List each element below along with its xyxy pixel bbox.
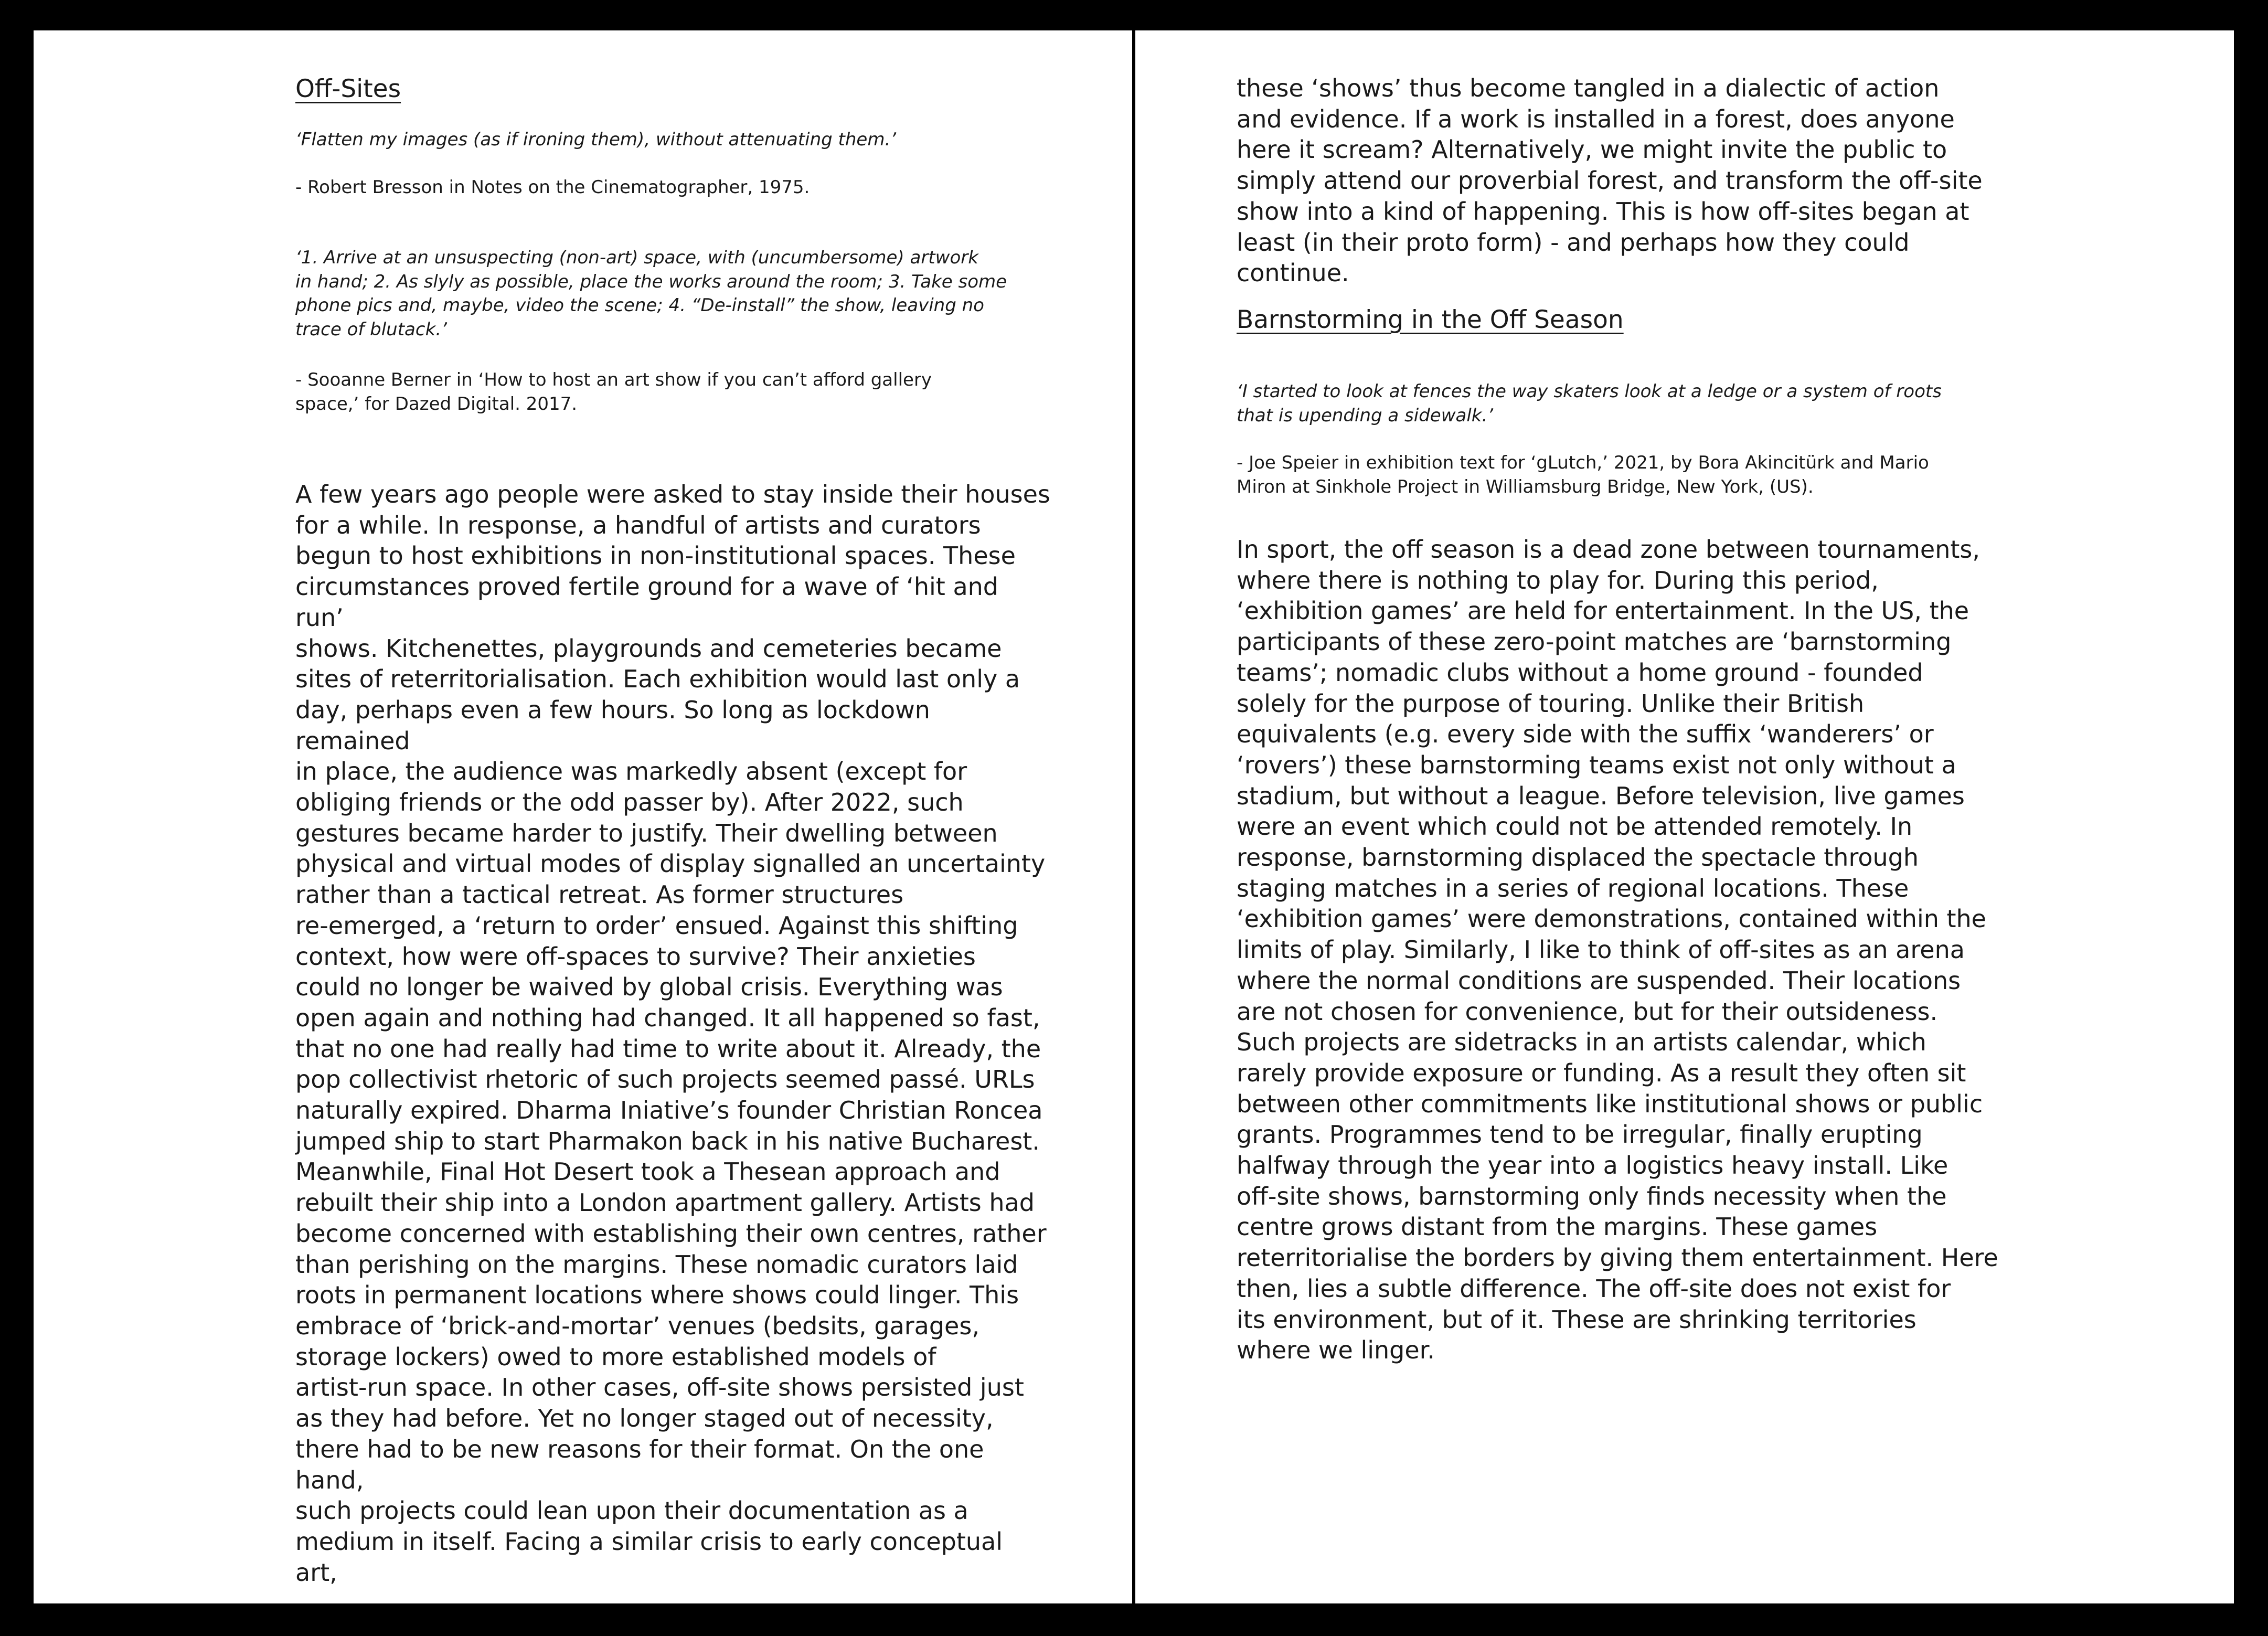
body-text-off-sites: A few years ago people were asked to stay inside their houses for a while. In response, a handful of artists and curators begun to host exhibitions in non-institutional spaces. These circumstances proved fertile ground for a wave of ‘hit and run’ shows. Kitchenettes, playgrounds and cemeteries became sites of reterritorialisation. Each exhibition would last only a day, perhaps even a few hours. So long as lockdown remained in place, the audience was markedly absent (except for obliging friends or the odd passer by). After 2022, such gestures became harder to justify. Their dwelling between physical and virtual modes of display signalled an uncertainty rather than a tactical retreat. As former structures re-emerged, a ‘return to order’ ensued. Against this shifting context, how were off-spaces to survive? Their anxieties could no longer be waived by global crisis. Everything was open again and nothing had changed. It all happened so fast, that no one had really had time to write about it. Already, the pop collectivist rhetoric of such projects seemed passé. URLs naturally expired. Dharma Iniative’s founder Christian Roncea jumped ship to start Pharmakon back in his native Bucharest. Meanwhile, Final Hot Desert took a Thesean approach and rebuilt their ship into a London apartment gallery. Artists had become concerned with establishing their own centres, rather than perishing on the margins. These nomadic curators laid roots in permanent locations where shows could linger. This embrace of ‘brick-and-mortar’ venues (bedsits, garages, storage lockers) owed to more established models of artist-run space. In other cases, off-site shows persisted just as they had before. Yet no longer staged out of necessity, there had to be new reasons for their format. On the one hand, such projects could lean upon their documentation as a medium in itself. Facing a similar crisis to early conceptual art, bbox=[295, 480, 1050, 1587]
right-page bbox=[1135, 30, 2234, 1603]
epigraph-attribution-berner: - Sooanne Berner in ‘How to host an art show if you can’t afford gallery space,’ for Dazed Digital. 2017. bbox=[295, 369, 932, 415]
epigraph-quote-berner: ‘1. Arrive at an unsuspecting (non-art) space, with (uncumbersome) artwork in hand; 2. As slyly as possible, place the works around the room; 3. Take some phone pics and, maybe, video the scene; 4. “De-install” the show, leaving no trace of blutack.’ bbox=[295, 247, 1007, 340]
epigraph-quote-speier: ‘I started to look at fences the way skaters look at a ledge or a system of roots that is upending a sidewalk.’ bbox=[1237, 381, 1942, 426]
epigraph-attribution-speier: - Joe Speier in exhibition text for ‘gLutch,’ 2021, by Bora Akincitürk and Mario Miron at Sinkhole Project in Williamsburg Bridge, New York, (US). bbox=[1237, 452, 1929, 497]
section-title-off-sites: Off-Sites bbox=[295, 75, 401, 103]
epigraph-quote-bresson: ‘Flatten my images (as if ironing them), without attenuating them.’ bbox=[295, 129, 897, 150]
body-text-continued: these ‘shows’ thus become tangled in a dialectic of action and evidence. If a work is installed in a forest, does anyone here it scream? Alternatively, we might invite the public to simply attend our proverbial forest, and transform the off-site show into a kind of happening. This is how off-sites began at least (in their proto form) - and perhaps how they could continue. bbox=[1237, 74, 1983, 288]
epigraph-attribution-bresson: - Robert Bresson in Notes on the Cinematographer, 1975. bbox=[295, 177, 810, 198]
body-text-barnstorming: In sport, the off season is a dead zone between tournaments, where there is nothing to play for. During this period, ‘exhibition games’ are held for entertainment. In the US, the participants of these zero-point matches are ‘barnstorming teams’; nomadic clubs without a home ground - founded solely for the purpose of touring. Unlike their British equivalents (e.g. every side with the suffix ‘wanderers’ or ‘rovers’) these barnstorming teams exist not only without a stadium, but without a league. Before television, live games were an event which could not be attended remotely. In response, barnstorming displaced the spectacle through staging matches in a series of regional locations. These ‘exhibition games’ were demonstrations, contained within the limits of play. Similarly, I like to think of off-sites as an arena where the normal conditions are suspended. Their locations are not chosen for convenience, but for their outsideness. Such projects are sidetracks in an artists calendar, which rarely provide exposure or funding. As a result they often sit between other commitments like institutional shows or public grants. Programmes tend to be irregular, finally erupting halfway through the year into a logistics heavy install. Like off-site shows, barnstorming only finds necessity when the centre grows distant from the margins. These games reterritorialise the borders by giving them entertainment. Here then, lies a subtle difference. The off-site does not exist for its environment, but of it. These are shrinking territories where we linger. bbox=[1237, 535, 1998, 1365]
section-title-barnstorming: Barnstorming in the Off Season bbox=[1237, 305, 1624, 334]
left-page bbox=[34, 30, 1132, 1603]
